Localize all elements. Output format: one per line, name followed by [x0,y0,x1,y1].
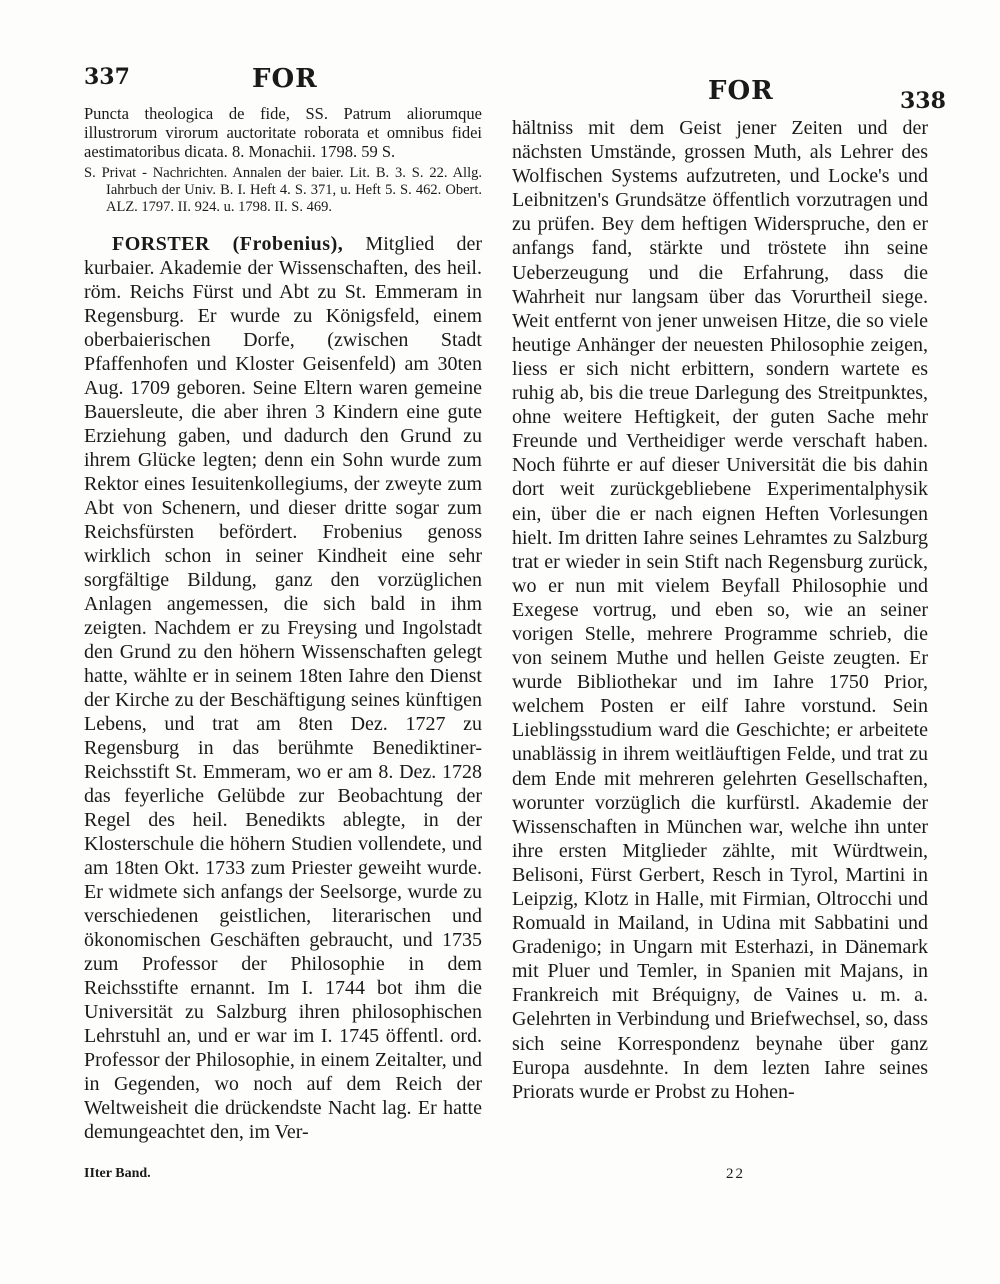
entry-body: Mitglied der kurbaier. Akademie der Wissenschaften, des heil. röm. Reichs Fürst und Abt zu St. Emmeram in Regensburg. Er wurde zu Königsfeld, einem oberbaierischen Dorfe, (zwischen Stadt Pfaffenhofen und Kloster Geisenfeld) am 30ten Aug. 1709 geboren. Seine Eltern waren gemeine Bauersleute, die aber ihren 3 Kindern eine gute Erziehung gaben, und dadurch den Grund zu ihrem Glücke legten; denn ein Sohn wurde zum Rektor eines Iesuitenkollegiums, der zweyte zum Abt von Schenern, und dieser dritte sogar zum Reichsfürsten befördert. Frobenius genoss wirklich schon in seiner Kindheit eine sehr sorgfältige Bildung, ganz den vorzüglichen Anlagen angemessen, die sich bald in ihm zeigten. Nachdem er zu Freysing und Ingolstadt den Grund zu den höhern Wissenschaften gelegt hatte, wählte er in seinem 18ten Iahre den Dienst der Kirche zu der Beschäftigung seines künftigen Lebens, und trat am 8ten Dez. 1727 zu Regensburg in das berühmte Benediktiner-Reichsstift St. Emmeram, wo er am 8. Dez. 1728 das feyerliche Gelübde zur Beobachtung der Regel des heil. Benedikts ablegte, in der Klosterschule die höhern Studien vollendete, und am 18ten Okt. 1733 zum Priester geweiht wurde. Er widmete sich anfangs der Seelsorge, wurde zu verschiedenen geistlichen, literarischen und ökonomischen Geschäften gebraucht, und 1735 zum Professor der Philosophie in dem Reichsstifte ernannt. Im I. 1744 bot ihm die Universität zu Salzburg ihren philosophischen Lehrstuhl an, und er war im I. 1745 öffentl. ord. Professor der Philosophie, in einem Zeitalter, und in Gegenden, wo noch auf dem Reich der Weltweisheit die drückendste Nacht lag. Er hatte demungeachtet den, im Ver- [84,233,482,1143]
left-running-head: FOR [252,64,318,94]
sources-note: S. Privat - Nachrichten. Annalen der baier. Lit. B. 3. S. 22. Allg. Iahrbuch der Univ. B. I. Heft 4. S. 371, u. Heft 5. S. 462. Obert. ALZ. 1797. II. 924. u. 1798. II. S. 469. [84,165,482,215]
right-page-number: 338 [900,88,946,114]
right-column [512,116,928,1104]
left-page-number: 337 [84,64,130,90]
left-column [84,104,482,1144]
forster-entry [84,232,482,1144]
right-running-head: FOR [708,76,774,106]
entry-name: FORSTER (Frobenius), [112,233,344,255]
entry-continuation: hältniss mit dem Geist jener Zeiten und der nächsten Umstände, grossen Muth, als Lehrer des Wolfischen Systems aufzutreten, und Locke's und Leibnitzen's Grundsätze öffentlich vorzutragen und zu prüfen. Bey dem heftigen Widerspruche, den er anfangs fand, stärkte und tröstete ihn seine Ueberzeugung und die Erfahrung, dass die Wahrheit nur langsam über das Vorurtheil siege. Weit entfernt von jener unweisen Hitze, die so viele heutige Anhänger der neuesten Philosophie zeigen, liess er sich nicht erbittern, sondern wartete es ruhig ab, bis die treue Darlegung des Streitpunktes, ohne weitere Heftigkeit, der guten Sache mehr Freunde und Vertheidiger werde verschaft haben. Noch führte er auf dieser Universität die bis dahin dort weit zurückgebliebene Experimentalphysik ein, über die er nach eignen Heften Vorlesungen hielt. Im dritten Iahre seines Lehramtes zu Salzburg trat er wieder in sein Stift nach Regensburg zurück, wo er nun mit vielem Beyfall Philosophie und Exegese vortrug, und eben so, wie an seiner vorigen Stelle, mehrere Programme schrieb, die von seinem Muthe und hellen Geiste zeugten. Er wurde Bibliothekar und im Iahre 1750 Prior, welchem Posten er eilf Iahre vorstund. Sein Lieblingsstudium ward die Geschichte; er arbeitete unablässig in ihrem weitläuftigen Felde, und trat zu dem Ende mit mehreren gelehrten Gesellschaften, worunter vorzüglich die kurfürstl. Akademie der Wissenschaften in München war, welche ihn unter ihre ersten Mitglieder zählte, mit Würdtwein, Belisoni, Fürst Gerbert, Resch in Tyrol, Martini in Leipzig, Klotz in Halle, mit Firmian, Oltrocchi und Romuald in Mailand, in Udina mit Sabbatini und Gradenigo; in Ungarn mit Esterhazi, in Dänemark mit Pluer und Temler, in Spanien mit Majans, in Frankreich mit Bréquigny, de Vaines u. m. a. Gelehrten in Verbindung und Briefwechsel, so, dass sich seine Korrespondenz beynahe über ganz Europa ausdehnte. In dem lezten Iahre seines Priorats wurde er Probst zu Hohen- [512,117,928,1103]
puncta-bibliography: Puncta theologica de fide, SS. Patrum aliorumque illustrorum virorum auctoritate roborata et omnibus fidei aestimatoribus dicata. 8. Monachii. 1798. 59 S. [84,104,482,161]
signature-mark: 22 [726,1166,745,1182]
volume-note: IIter Band. [84,1166,151,1181]
